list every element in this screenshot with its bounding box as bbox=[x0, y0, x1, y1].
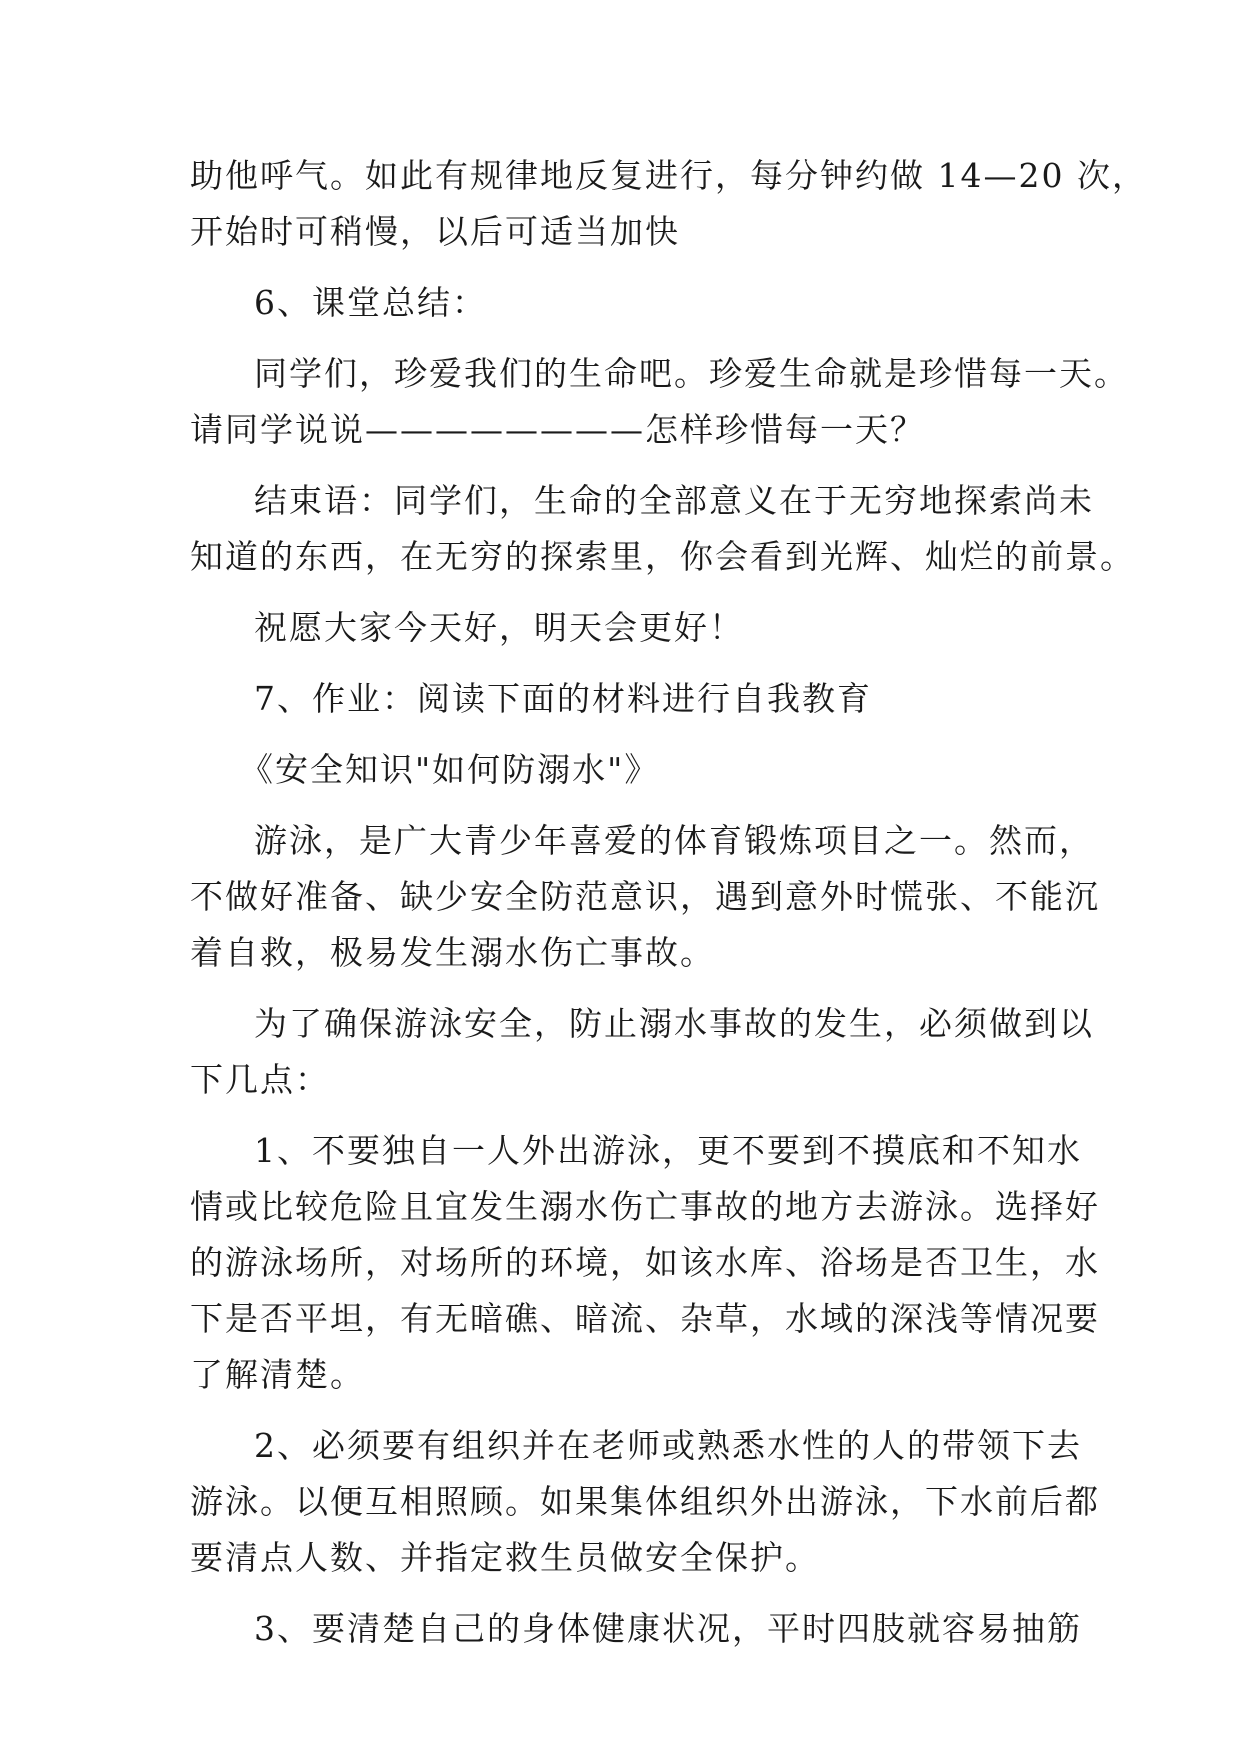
paragraph-rescue-breathing bbox=[190, 148, 1147, 260]
text-line: 的游泳场所，对场所的环境，如该水库、浴场是否卫生，水 bbox=[190, 1243, 1100, 1282]
text-line: 同学们，珍爱我们的生命吧。珍爱生命就是珍惜每一天。 bbox=[254, 354, 1129, 393]
paragraph-cherish-life bbox=[190, 346, 1129, 458]
text-line: 结束语：同学们，生命的全部意义在于无穷地探索尚未 bbox=[254, 481, 1094, 520]
text-line: 《安全知识"如何防溺水"》 bbox=[240, 750, 660, 789]
paragraph-point-2 bbox=[190, 1418, 1100, 1586]
paragraph-point-1 bbox=[190, 1123, 1100, 1403]
paragraph-swimming-intro bbox=[190, 813, 1100, 981]
document-body bbox=[190, 148, 1147, 1657]
text-line: 3、要清楚自己的身体健康状况，平时四肢就容易抽筋 bbox=[254, 1609, 1082, 1648]
text-line: 着自救，极易发生溺水伤亡事故。 bbox=[190, 933, 715, 972]
text-line: 要清点人数、并指定救生员做安全保护。 bbox=[190, 1538, 820, 1577]
text-line: 开始时可稍慢，以后可适当加快 bbox=[190, 212, 680, 251]
text-line: 7、作业：阅读下面的材料进行自我教育 bbox=[254, 679, 872, 718]
text-line: 助他呼气。如此有规律地反复进行，每分钟约做 14—20 次， bbox=[190, 156, 1147, 195]
text-line: 祝愿大家今天好，明天会更好！ bbox=[254, 608, 744, 647]
text-line: 了解清楚。 bbox=[190, 1355, 365, 1394]
text-line: 1、不要独自一人外出游泳，更不要到不摸底和不知水 bbox=[254, 1131, 1082, 1170]
paragraph-safety-title bbox=[190, 742, 1050, 798]
paragraph-homework-heading bbox=[190, 671, 1050, 727]
text-line: 情或比较危险且宜发生溺水伤亡事故的地方去游泳。选择好 bbox=[190, 1187, 1100, 1226]
text-line: 不做好准备、缺少安全防范意识，遇到意外时慌张、不能沉 bbox=[190, 877, 1100, 916]
text-line: 知道的东西，在无穷的探索里，你会看到光辉、灿烂的前景。 bbox=[190, 537, 1135, 576]
text-line: 游泳，是广大青少年喜爱的体育锻炼项目之一。然而， bbox=[254, 821, 1094, 860]
text-line: 请同学说说————————怎样珍惜每一天？ bbox=[190, 410, 925, 449]
paragraph-closing-remarks bbox=[190, 473, 1135, 585]
text-line: 6、课堂总结： bbox=[254, 283, 487, 322]
text-line: 下几点： bbox=[190, 1060, 330, 1099]
text-line: 下是否平坦，有无暗礁、暗流、杂草，水域的深浅等情况要 bbox=[190, 1299, 1100, 1338]
paragraph-class-summary-heading bbox=[190, 275, 1050, 331]
paragraph-point-3 bbox=[190, 1601, 1082, 1657]
text-line: 2、必须要有组织并在老师或熟悉水性的人的带领下去 bbox=[254, 1426, 1082, 1465]
text-line: 游泳。以便互相照顾。如果集体组织外出游泳，下水前后都 bbox=[190, 1482, 1100, 1521]
text-line: 为了确保游泳安全，防止溺水事故的发生，必须做到以 bbox=[254, 1004, 1094, 1043]
paragraph-safety-points-intro bbox=[190, 996, 1094, 1108]
paragraph-wishes bbox=[190, 600, 1050, 656]
